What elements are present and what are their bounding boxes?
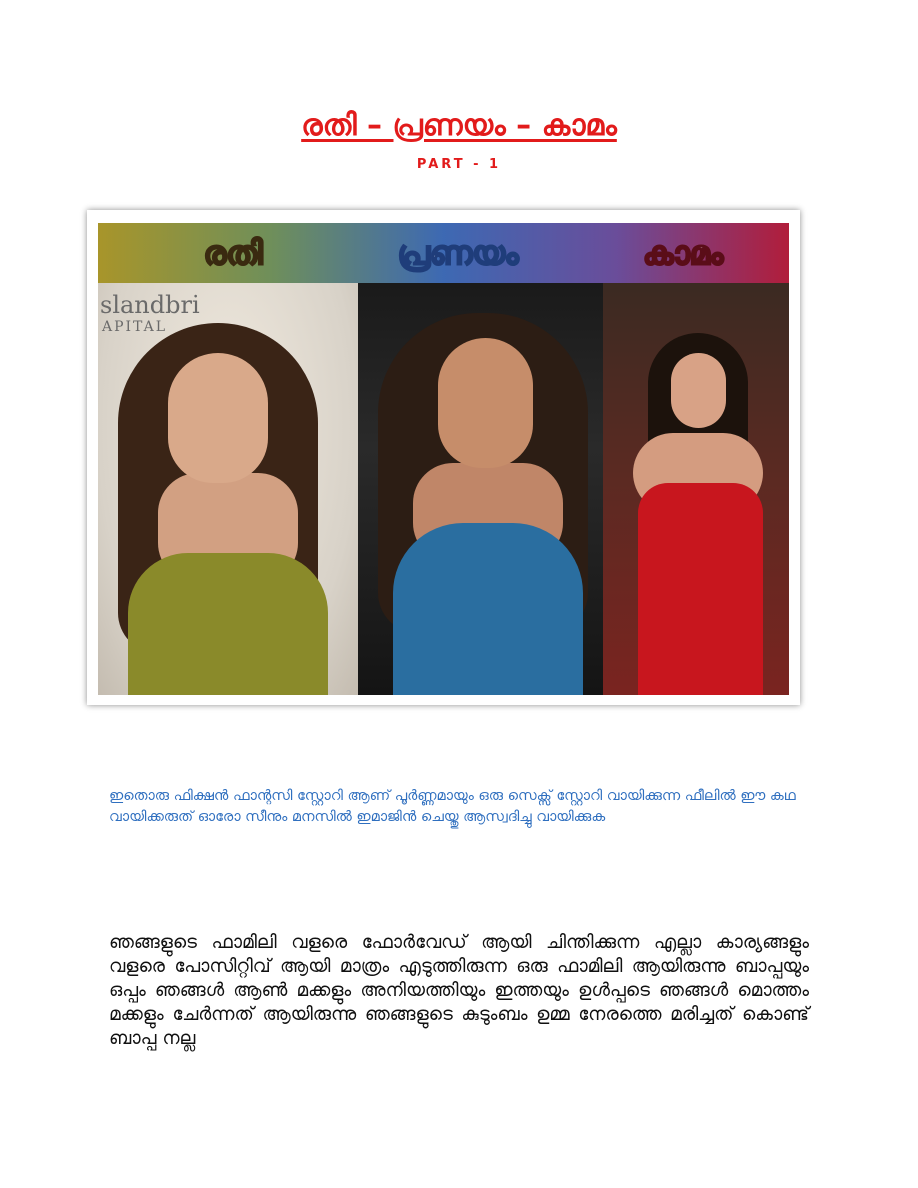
- story-paragraph: ഞങ്ങളുടെ ഫാമിലി വളരെ ഫോർവേഡ് ആയി ചിന്തിക്കുന്ന എല്ലാ കാര്യങ്ങളും വളരെ പോസിറ്റിവ് ആയി മാത്രം എടുത്തിരുന്ന ഒരു ഫാമിലി ആയിരുന്നു ബാപ്പയും ഒപ്പം ഞങ്ങൾ ആൺ മക്കളും അനിയത്തിയും ഇത്തയും ഉൾപ്പടെ ഞങ്ങൾ മൊത്തം മക്കളും ചേർന്നത് ആയിരുന്നു ഞങ്ങളുടെ കുടുംബം ഉമ്മ നേരത്തെ മരിച്ചത് കൊണ്ട് ബാപ്പ നല്ല: [109, 932, 809, 1049]
- document-title: രതി – പ്രണയം – കാമം: [301, 108, 617, 143]
- woman-face: [438, 338, 533, 468]
- blue-lace-dress: [393, 523, 583, 695]
- photo-panel-middle: [358, 283, 603, 695]
- woman-face: [671, 353, 726, 428]
- banner-word-pranayam: പ്രണയം: [397, 234, 519, 272]
- cover-figure: [87, 210, 800, 705]
- cover-image: [98, 223, 789, 695]
- olive-dress: [128, 553, 328, 695]
- backdrop-logo-text: slandbri: [100, 291, 200, 319]
- banner-word-kaamam: കാമം: [642, 234, 724, 272]
- document-subtitle: PART - 1: [416, 157, 502, 172]
- red-dress: [638, 483, 763, 695]
- cover-banner: [98, 223, 789, 283]
- photo-panel-left: [98, 283, 358, 695]
- photo-panel-right: [603, 283, 789, 695]
- woman-face: [168, 353, 268, 483]
- backdrop-logo-subtext: APITAL: [102, 319, 168, 335]
- intro-note: ഇതൊരു ഫിക്ഷൻ ഫാന്റസി സ്റ്റോറി ആണ് പൂർണ്ണമായും ഒരു സെക്സ് സ്റ്റോറി വായിക്കുന്ന ഫീലിൽ ഈ കഥ വായിക്കരുത് ഓരോ സീനും മനസിൽ ഇമാജിൻ ചെയ്തു ആസ്വദിച്ചു വായിക്കുക: [109, 788, 796, 825]
- banner-word-rathi: രതി: [203, 234, 263, 272]
